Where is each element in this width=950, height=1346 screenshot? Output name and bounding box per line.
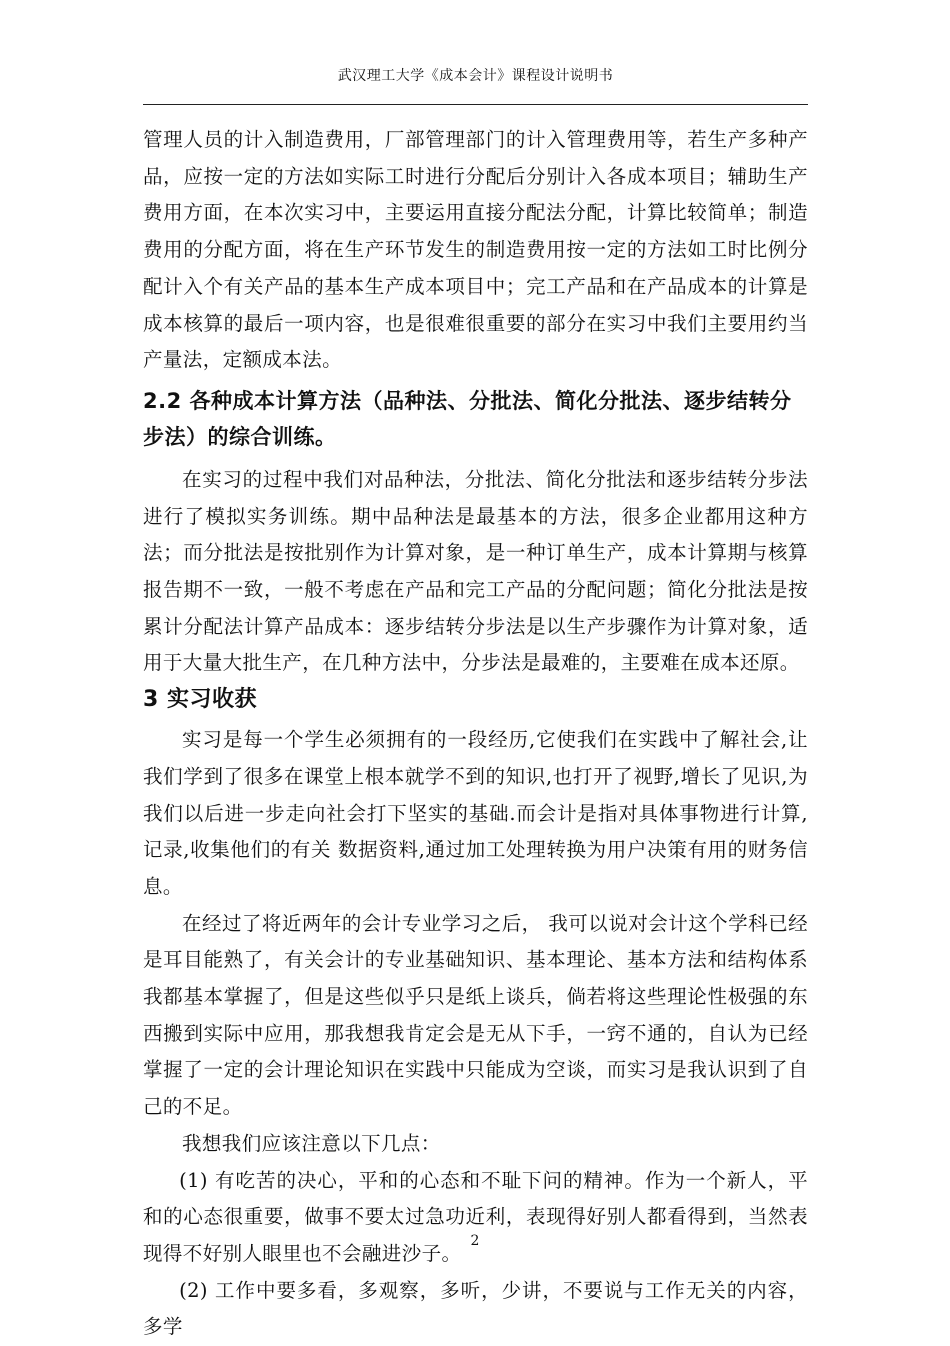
page-number: 2	[470, 1233, 480, 1249]
page-body	[143, 122, 808, 1346]
list-item-1: (1) 有吃苦的决心，平和的心态和不耻下问的精神。作为一个新人，平和的心态很重要，做事不要太过急功近利，表现得好别人都看得到，当然表现得不好别人眼里也不会融进沙子。	[143, 1168, 808, 1265]
section-2-2-paragraph: 在实习的过程中我们对品种法，分批法、简化分批法和逐步结转分步法进行了模拟实务训练。期中品种法是最基本的方法，很多企业都用这种方法；而分批法是按批别作为计算对象，是一种订单生产，成本计算期与核算报告期不一致，一般不考虑在产品和完工产品的分配问题；简化分批法是按累计分配法计算产品成本：逐步结转分步法是以生产步骤作为计算对象，适用于大量大批生产，在几种方法中，分步法是最难的，主要难在成本还原。	[143, 467, 808, 675]
section-3-paragraph-1: 实习是每一个学生必须拥有的一段经历,它使我们在实践中了解社会,让我们学到了很多在课堂上根本就学不到的知识,也打开了视野,增长了见识,为我们以后进一步走向社会打下坚实的基础.而会计是指对具体事物进行计算,记录,收集他们的有关 数据资料,通过加工处理转换为用户决策有用的财务信息。	[143, 728, 808, 898]
section-3-paragraph-3: 我想我们应该注意以下几点：	[182, 1131, 441, 1155]
paragraph-intro: 管理人员的计入制造费用，厂部管理部门的计入管理费用等，若生产多种产品，应按一定的方法如实际工时进行分配后分别计入各成本项目；辅助生产费用方面，在本次实习中，主要运用直接分配法分配，计算比较简单；制造费用的分配方面，将在生产环节发生的制造费用按一定的方法如工时比例分配计入个有关产品的基本生产成本项目中；完工产品和在产品成本的计算是成本核算的最后一项内容，也是很难很重要的部分在实习中我们主要用约当产量法，定额成本法。	[143, 128, 808, 372]
section-3-heading: 3 实习收获	[143, 687, 257, 713]
section-2-2-heading: 2.2 各种成本计算方法（品种法、分批法、简化分批法、逐步结转分步法）的综合训练。	[143, 388, 792, 449]
section-3-paragraph-2: 在经过了将近两年的会计专业学习之后， 我可以说对会计这个学科已经是耳目能熟了，有关会计的专业基础知识、基本理论、基本方法和结构体系我都基本掌握了，但是这些似乎只是纸上谈兵，倘若将这些理论性极强的东西搬到实际中应用，那我想我肯定会是无从下手，一窍不通的，自认为已经掌握了一定的会计理论知识在实践中只能成为空谈，而实习是我认识到了自己的不足。	[143, 911, 808, 1119]
header-rule	[143, 104, 808, 105]
list-item-2: (2) 工作中要多看，多观察，多听，少讲，不要说与工作无关的内容，多学	[143, 1278, 808, 1339]
running-header: 武汉理工大学《成本会计》课程设计说明书	[337, 68, 614, 84]
